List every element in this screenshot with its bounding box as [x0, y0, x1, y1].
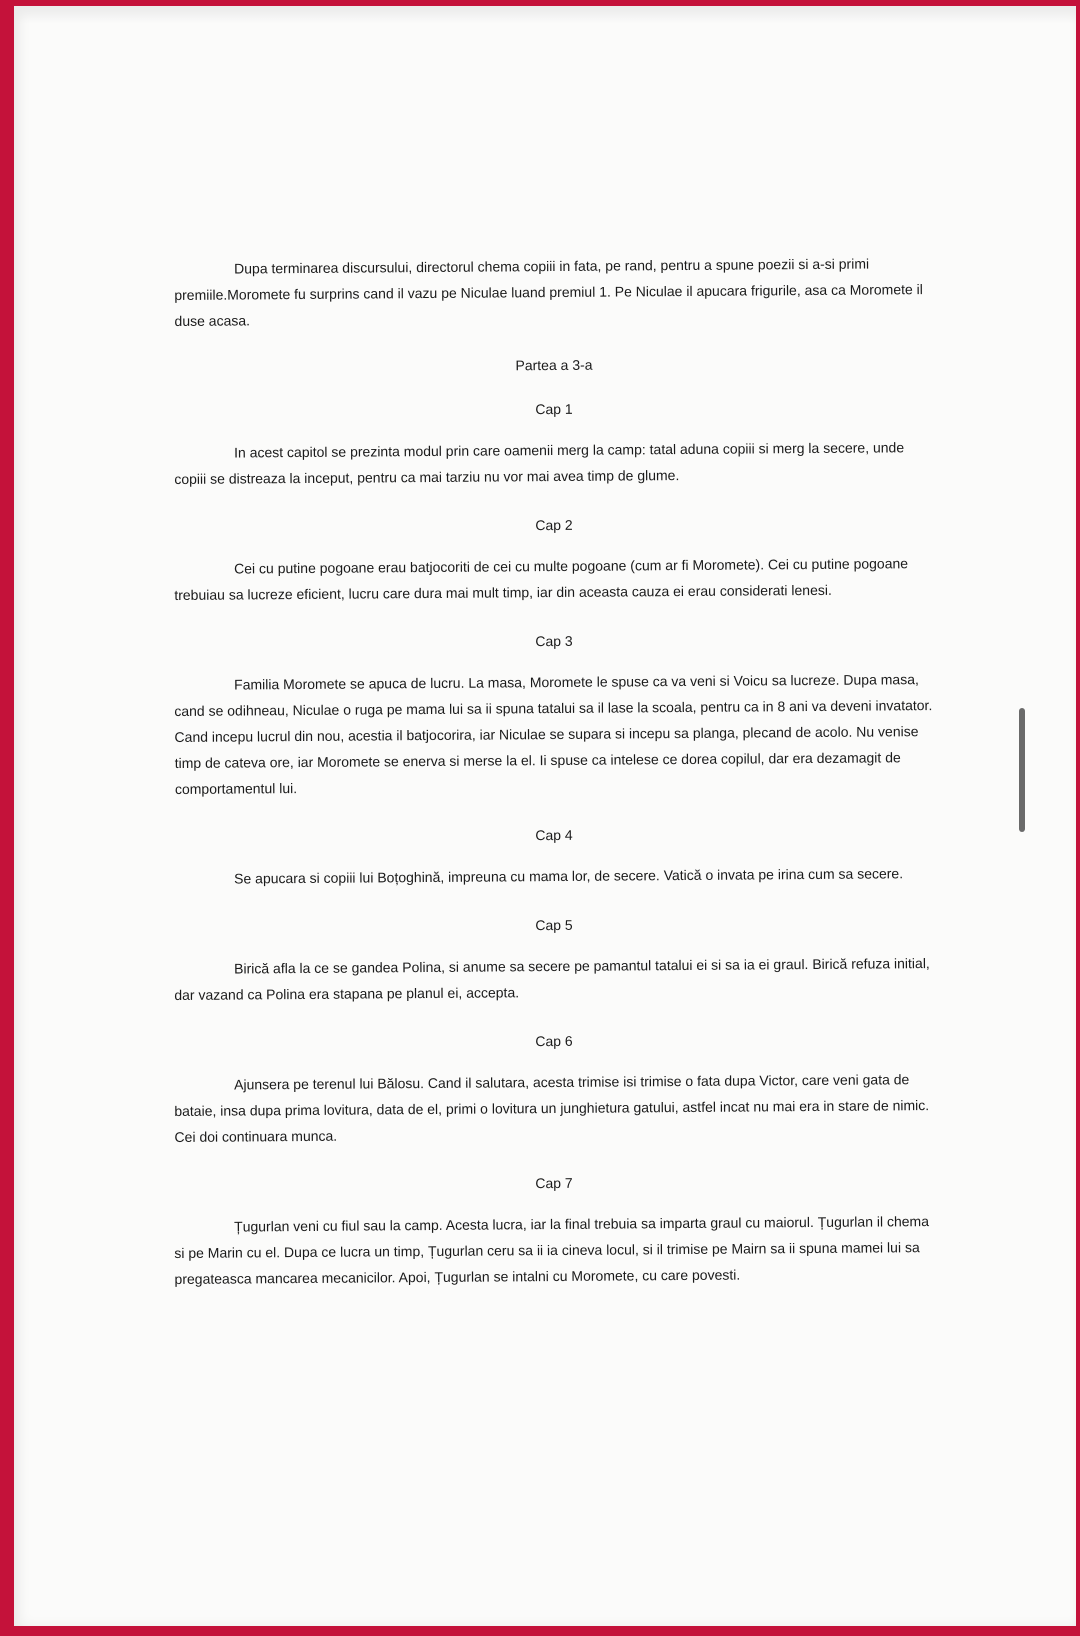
- chapter-text: Birică afla la ce se gandea Polina, si anume sa secere pe pamantul tatalui ei si sa ia ei graul. Birică refuza initial, dar vazand ca Polina era stapana pe planul ei, accepta.: [174, 955, 930, 1003]
- document-content: [174, 256, 934, 1292]
- scroll-indicator[interactable]: [1019, 708, 1025, 832]
- chapter-heading: Cap 6: [535, 1032, 573, 1050]
- document-page: [14, 6, 1076, 1626]
- chapter-text: Ajunsera pe terenul lui Bălosu. Cand il salutara, acesta trimise isi trimise o fata dupa Victor, care veni gata de bataie, insa dupa prima lovitura, data de el, primi o lovitura un junghietura gatului, astfel incat nu mai era in stare de nimic. Cei doi continuara munca.: [174, 1071, 930, 1145]
- chapter-heading: Cap 5: [535, 916, 573, 934]
- intro-paragraph: Dupa terminarea discursului, directorul chema copiii in fata, pe rand, pentru a spune poezii si a-si primi premiile.Moromete fu surprins cand il vazu pe Niculae luand premiul 1. Pe Niculae il apucara frigurile, asa ca Moromete il duse acasa.: [174, 255, 923, 329]
- chapter-heading: Cap 4: [535, 826, 573, 844]
- chapter-heading: Cap 2: [535, 516, 573, 534]
- chapter-text: Familia Moromete se apuca de lucru. La masa, Moromete le spuse ca va veni si Voicu sa lucreze. Dupa masa, cand se odihneau, Niculae o ruga pe mama lui sa ii spuna tatalui sa il lase la scoala, pentru ca in 8 ani va deveni invatator. Cand incepu lucrul din nou, acestia il batjocorira, iar Niculae se supara si incepu sa planga, plecand de acolo. Nu venise timp de cateva ore, iar Moromete se enerva si merse la el. Ii spuse ca intelese ce dorea copilul, dar era dezamagit de comportamentul lui.: [174, 671, 933, 797]
- chapter-text: Se apucara si copiii lui Boțoghină, impreuna cu mama lor, de secere. Vatică o invata pe irina cum sa secere.: [234, 865, 904, 887]
- chapter-heading: Cap 1: [535, 400, 573, 418]
- chapter-heading: Cap 7: [535, 1174, 573, 1192]
- chapter-text: In acest capitol se prezinta modul prin care oamenii merg la camp: tatal aduna copiii si merg la secere, unde copiii se distreaza la inceput, pentru ca mai tarziu nu vor mai avea timp de glume.: [174, 439, 905, 487]
- chapter-text: Cei cu putine pogoane erau batjocoriti de cei cu multe pogoane (cum ar fi Moromete). Cei cu putine pogoane trebuiau sa lucreze eficient, lucru care dura mai mult timp, iar din aceasta cauza ei erau considerati lenesi.: [174, 555, 909, 603]
- page-top-shadow: [14, 6, 1076, 24]
- chapter-heading: Cap 3: [535, 632, 573, 650]
- part-title: Partea a 3-a: [515, 356, 593, 374]
- chapter-text: Țugurlan veni cu fiul sau la camp. Acesta lucra, iar la final trebuia sa imparta graul cu maiorul. Țugurlan il chema si pe Marin cu el. Dupa ce lucra un timp, Țugurlan ceru sa ii ia cineva locul, si il trimise pe Mairn sa ii spuna mamei lui sa pregateasca mancarea mecanicilor. Apoi, Țugurlan se intalni cu Moromete, cu care povesti.: [174, 1213, 930, 1287]
